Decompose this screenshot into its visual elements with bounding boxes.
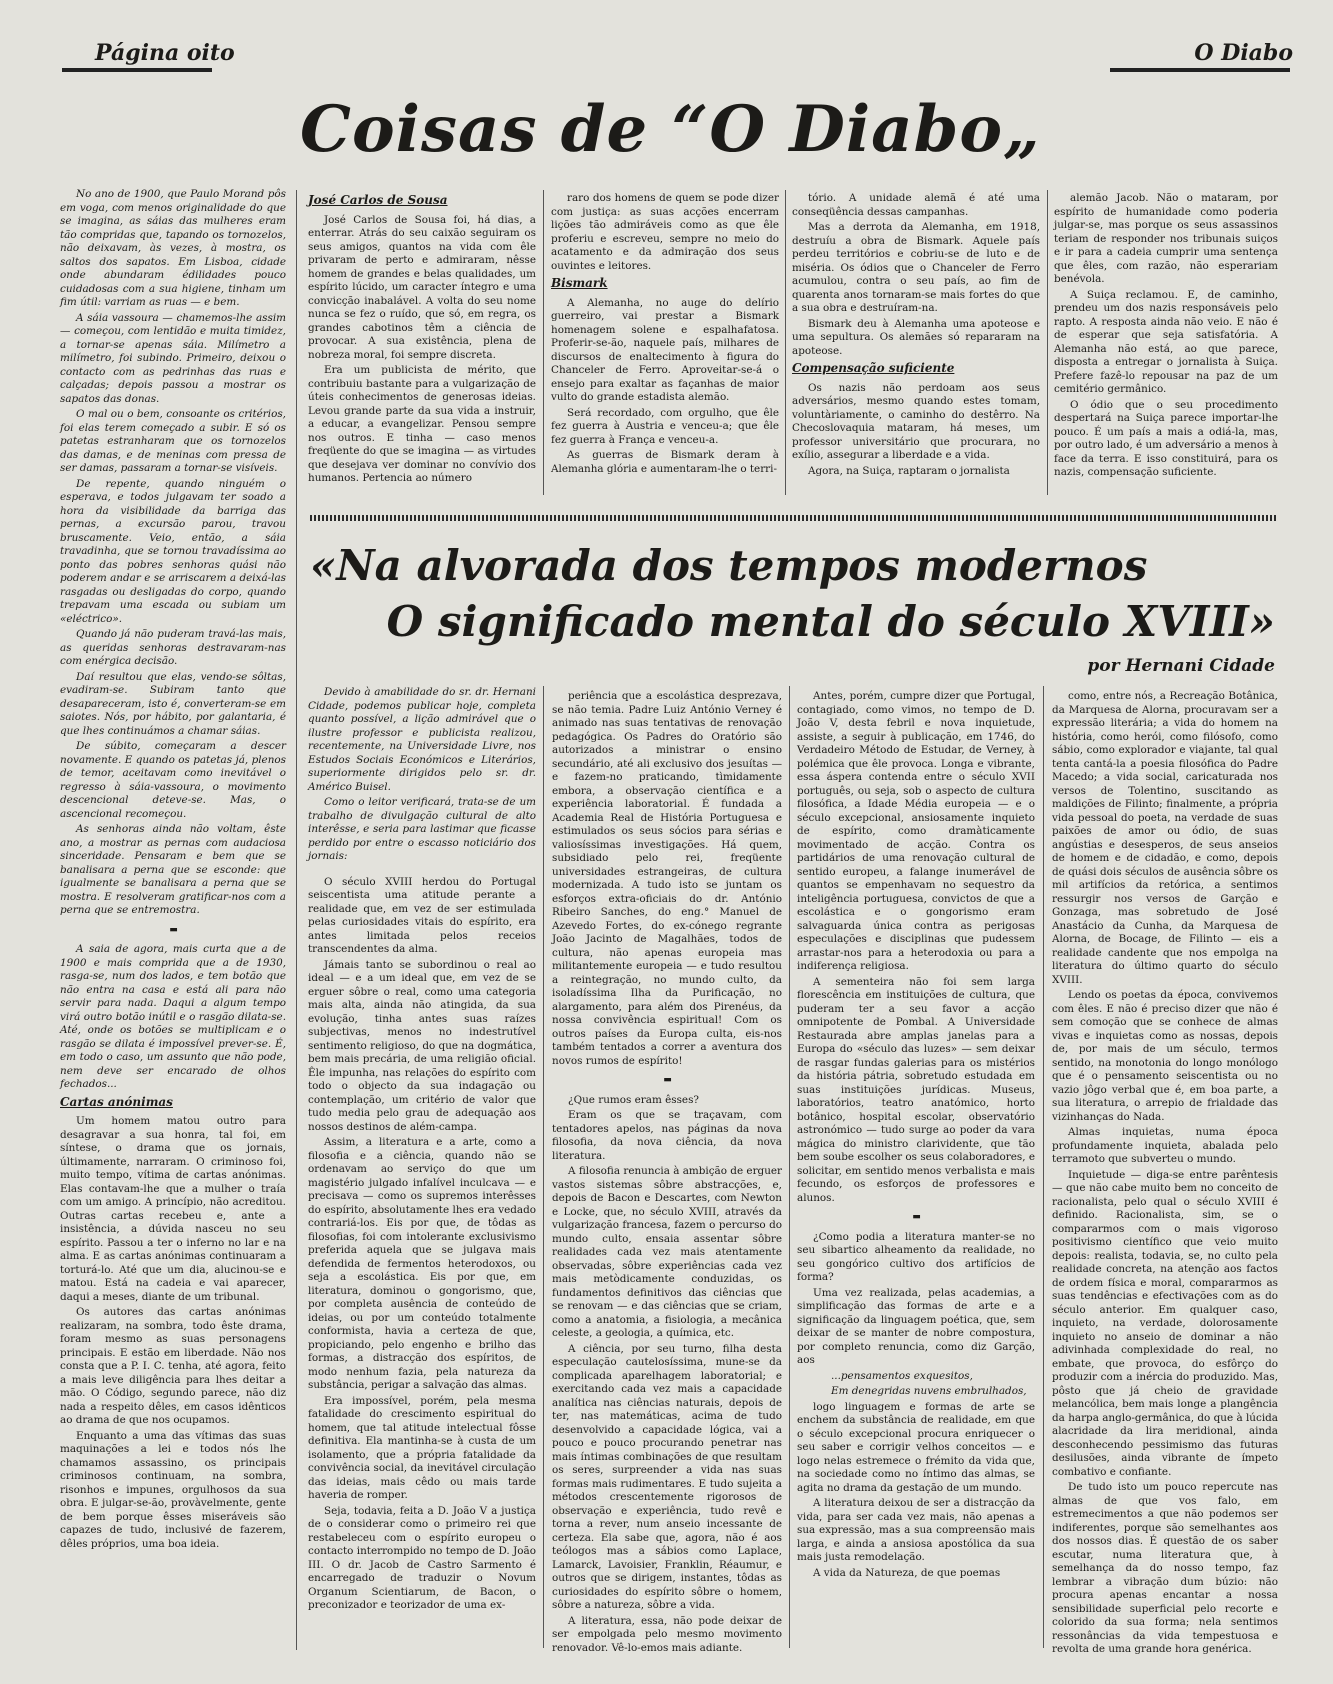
paragraph: O mal ou o bem, consoante os critérios, foi elas terem começado a subir. E só os patetas estranharam que os tornozelos das damas, e de meninas com pressa de ser damas, passaram a tornar-se visíveis. [60, 408, 286, 474]
section-divider: ▬ [912, 1212, 920, 1222]
title-line-2: O significado mental do século XVIII» [386, 597, 1275, 646]
intro-paragraph: Devido à amabilidade do sr. dr. Hernani Cidade, podemos publicar hoje, completa quanto possível, a lição admirável que o ilustre professor e publicista realizou, recentemente, na Universidade Livre, nos Estudos Sociais Económicos e Literários, superiormente dirigidos pelo sr. dr. Américo Buisel. [308, 686, 536, 793]
verse-line: ...pensamentos exquesitos, [831, 1369, 973, 1382]
paragraph: como, entre nós, a Recreação Botânica, da Marquesa de Alorna, procuravam ser a expressão literária; a vida do homem na história, como herói, como filósofo, como sábio, como explorador e viajante, tal qual tenta cantá-la a poesia filosófica do Padre Macedo; a vida social, caricaturada nos versos de Tolentino, suscitando as maldições de Filinto; finalmente, a própria vida pessoal do poeta, na verdade de suas paixões de amor ou ódio, de suas angústias e desesperos, de seus anseios de homem e de cidadão, e como, depois de quási dois séculos de ausência sôbre os mil artifícios da retórica, a sentimos ressurgir nos versos de Garção e Gonzaga, mas sobretudo de José Anastácio da Cunha, da Marquesa de Alorna, de Bocage, de Filinto — eis a realidade candente que nos empolga na literatura do último quarto do século XVIII. [1052, 690, 1278, 986]
top-article-title: Coisas de “O Diabo„ [300, 92, 1041, 167]
paragraph: Jámais tanto se subordinou o real ao ideal — e a um ideal que, em vez de se erguer sôbre o real, como uma categoria mais alta, ainda não atingida, da sua evolução, tinha antes suas raízes subjectivas, menos no indestrutível sentimento religioso, do que na dogmática, bem mais precária, de uma religião oficial. Êle impunha, nas relações do espírito com todo o objecto da sua indagação ou contemplação, um critério de valor que tudo media pelo grau de adequação aos nossos destinos de além-campa. [308, 958, 536, 1133]
masthead-header: O Diabo [1194, 40, 1293, 66]
column-rule [543, 190, 544, 495]
paragraph: Um homem matou outro para desagravar a sua honra, tal foi, em síntese, o drama que os jornais, últimamente, narraram. O criminoso foi, muito tempo, vítima de cartas anónimas. Elas contavam-lhe que a mulher o traía com um amigo. A princípio, não acreditou. Outras cartas recebeu e, ante a insistência, a dúvida nasceu no seu espírito. Passou a ter o inferno no lar e na alma. E as cartas anónimas continuaram a torturá-lo. Até que um dia, alucinou-se e matou. Está na cadeia e vai aparecer, daqui a meses, diante de um tribunal. [60, 1115, 286, 1303]
paragraph: Quando já não puderam travá-las mais, as queridas senhoras destravaram-nas com enérgica decisão. [60, 628, 286, 667]
verse-line: Em denegridas nuvens embrulhados, [831, 1385, 1027, 1397]
paragraph: O ódio que o seu procedimento despertará na Suiça parece importar-lhe pouco. É um país a mais a odiá-la, mas, por outro lado, é um adversário a menos à face da terra. E isso constituirá, para os nazis, compensação suficiente. [1054, 398, 1278, 478]
paragraph: A vida da Natureza, de que poemas [813, 1566, 1001, 1579]
paragraph: As guerras de Bismark deram à Alemanha glória e aumentaram-lhe o terri- [551, 449, 779, 475]
compensacao-heading: Compensação suficiente [792, 361, 955, 375]
paragraph: logo linguagem e formas de arte se enchem da substância de realidade, em que o século excepcional procura enriquecer o seu saber e corrigir velhos conceitos — e logo nelas estremece o frémito da vida que, na sociedade como no íntimo das almas, se agita no drama da gestação de um mundo. [797, 1400, 1035, 1494]
paragraph: A literatura deixou de ser a distracção da vida, para ser cada vez mais, não apenas a sua expressão, mas a sua compreensão mais larga, e ainda a ansiosa apostólica da sua mais justa remodelação. [797, 1497, 1035, 1563]
paragraph: José Carlos de Sousa foi, há dias, a enterrar. Atrás do seu caixão seguiram os seus amigos, quantos na vida com êle privaram de perto e admiraram, nêsse homem de grandes e belas qualidades, um espírito lúcido, um caracter íntegro e uma convicção inabalável. A volta do seu nome nunca se fez o ruído, que só, em regra, os grandes cabotinos têm a ciência de provocar. A sua existência, plena de nobreza moral, foi sempre discreta. [308, 213, 536, 361]
top-column-5 [1054, 192, 1278, 497]
paragraph: Seja, todavia, feita a D. João V a justiça de o considerar como o primeiro rei que restabeleceu com o espírito europeu o contacto interrompido no tempo de D. João III. O dr. Jacob de Castro Sarmento é encarregado de traduzir o Novum Organum Scientiarum, de Bacon, o preconizador e teorizador de uma ex- [308, 1504, 536, 1611]
column-rule [1043, 686, 1044, 1648]
bottom-article-title [300, 538, 1285, 650]
section-divider: ▬ [663, 1075, 671, 1085]
top-column-4 [792, 192, 1040, 497]
column-rule [785, 190, 786, 495]
bottom-column-a [308, 686, 536, 1648]
paragraph: As senhoras ainda não voltam, êste ano, a mostrar as pernas com audaciosa sinceridade. Pensaram e bem que se banalisara a perna que se esconde: que igualmente se banalisara a perna que se mostra. E resolveram gratificar-nos com a perna que se entremostra. [60, 823, 286, 916]
cartas-heading: Cartas anónimas [60, 1094, 173, 1109]
paragraph: tório. A unidade alemã é até uma conseqüência dessas campanhas. [792, 192, 1040, 218]
paragraph: Lendo os poetas da época, convivemos com êles. E não é preciso dizer que não é sem comoção que se conhece de almas vivas e inquietas como as nossas, depois de, por mais de um século, termos sentido, na monotonia do longo monólogo que é o pensamento seiscentista ou no vazio jôgo verbal que é, em boa parte, a sua literatura, o arrepio de frialdade das vizinhanças do Nada. [1052, 989, 1278, 1123]
paragraph: A literatura, essa, não pode deixar de ser empolgada pelo mesmo movimento renovador. Vê-lo-emos mais adiante. [552, 1614, 782, 1654]
column-rule [296, 190, 297, 1650]
section-separator [310, 515, 1278, 521]
paragraph: Uma vez realizada, pelas academias, a simplificação das formas de arte e a significação da linguagem poética, que, sem deixar de se manter de nobre compostura, por completo renuncia, como diz Garção, aos [797, 1286, 1035, 1366]
paragraph: Bismark deu à Alemanha uma apoteose e uma sepultura. Os alemães só repararam na apoteose. [792, 317, 1040, 357]
intro-paragraph: Como o leitor verificará, trata-se de um trabalho de divulgação cultural de alto interêsse, e seria para lastimar que ficasse perdido por entre o escasso noticiário dos jornais: [308, 796, 536, 862]
paragraph: A ciência, por seu turno, filha desta especulação cautelosíssima, mune-se da complicada aparelhagem laboratorial; e exercitando cada vez mais a capacidade analítica nas ciências naturais, depois de ter, nas matemáticas, acima de tudo desenvolvido a capacidade lógica, vai a pouco e pouco procurando penetrar nas mais íntimas combinações de que resultam os seres, surpreender a vida nas suas formas mais rudimentares. E tudo sujeita a métodos crescentemente rigorosos de observação e experiência, tudo revê e torna a rever, num anseio incessante de certeza. Ela sabe que, agora, não é aos teólogos mas a sábios como Laplace, Lamarck, Lavoisier, Franklin, Réaumur, e outros que se dirigem, instantes, tôdas as curiosidades do espírito sôbre o homem, sôbre a natureza, sôbre a vida. [552, 1342, 782, 1611]
page-number-header: Página oito [95, 40, 235, 66]
paragraph: A Suiça reclamou. E, de caminho, prendeu um dos nazis responsáveis pelo rapto. A resposta ainda não veio. E não é de esperar que seja satisfatória. A Alemanha não está, ao que parece, disposta a entregar o jornalista à Suiça. Prefere fazê-lo repousar na paz de um cemitério germânico. [1054, 288, 1278, 395]
left-column [60, 188, 286, 1648]
bottom-column-d [1052, 690, 1278, 1655]
paragraph: O século XVIII herdou do Portugal seiscentista uma atitude perante a realidade que, em vez de ser estimulada pelas curiosidades vitais do espírito, era antes limitada pelos receios transcendentes da alma. [308, 875, 536, 955]
paragraph: periência que a escolástica desprezava, se não temia. Padre Luiz António Verney é animado nas suas tentativas de renovação pedagógica. Os Padres do Oratório são autorizados a ministrar o ensino secundário, até ali exclusivo dos jesuítas — e fazem-no praticando, tìmidamente embora, a observação científica e a experiência laboratorial. É fundada a Academia Real de História Portuguesa e estimulados os seus sócios para sérias e valiosíssimas investigações. Há quem, subsidiado pelo rei, freqüente universidades estrangeiras, de cultura modernizada. A tudo isto se juntam os esforços extra-oficiais do dr. António Ribeiro Sanches, do eng.° Manuel de Azevedo Fortes, do ex-cónego regrante João Jacinto de Magalhães, todos de cultura, não apenas europeia mas militantemente europeia — e tudo resultou a reintegração, no mundo culto, da isoladíssima Ilha da Purificação, no alargamento, para além dos Pirenéus, da nossa convivência espiritual! Com os outros países da Europa culta, eis-nos também tentados a correr a aventura dos novos rumos de espírito! [552, 690, 782, 1067]
paragraph: Assim, a literatura e a arte, como a filosofia e a ciência, quando não se ordenavam ao serviço do que um magistério julgado infalível inculcava — e precisava — como os supremos interêsses do espírito, absolutamente lhes era vedado contrariá-los. Eis por que, de tôdas as filosofias, foi com intolerante exclusivismo preferida aquela que se julgava mais defendida de fermentos heterodoxos, ou seja a escolástica. Eis por que, em literatura, dominou o gongorismo, que, por completa ausência de conteúdo de ideias, ou por um conteúdo totalmente conformista, havia a certeza de que, propiciando, pelo engenho e brilho das formas, a distracção dos espíritos, de modo nenhum fazia, pela natureza da substância, perigar a salvação das almas. [308, 1136, 536, 1391]
paragraph: ¿Que rumos eram êsses? [568, 1093, 699, 1106]
paragraph: Os autores das cartas anónimas realizaram, na sombra, todo êste drama, foram mesmo as suas personagens principais. E estão em liberdade. Não nos consta que a P. I. C. tenha, até agora, feito a mais leve diligência para lhes deitar a mão. O Código, segundo parece, não diz nada a respeito dêles, em casos idênticos ao drama de que nos ocupamos. [60, 1306, 286, 1426]
title-line-1: «Na alvorada dos tempos modernos [310, 541, 1148, 590]
paragraph: A saia de agora, mais curta que a de 1900 e mais comprida que a de 1930, rasga-se, num dos lados, e tem botão que não entra na casa e está ali para não servir para nada. Daqui a algum tempo virá outro botão inútil e o rasgão dilata-se. Até, onde os botões se multiplicam e o rasgão se dilata é impossível prever-se. É, em todo o caso, um assunto que não pode, nem deve ser encarado de olhos fechados... [60, 943, 286, 1090]
paragraph: De repente, quando ninguém o esperava, e todos julgavam ter soado a hora da visibilidade da barriga das pernas, a excursão parou, travou bruscamente. Veio, então, a sáia travadinha, que se tornou travadíssima ao ponto das pobres senhoras quási não poderem andar e se arriscarem a deixá-las rasgadas ou desligadas do corpo, quando trepavam uma escada ou subiam um «eléctrico». [60, 477, 286, 625]
column-rule [543, 686, 544, 1648]
paragraph: A filosofia renuncia à ambição de erguer vastos sistemas sôbre abstracções, e, depois de Bacon e Descartes, com Newton e Locke, que, no século XVIII, através da vulgarização francesa, fazem o percurso do mundo culto, ensaia assentar sôbre realidades cada vez mais atentamente observadas, sôbre experiências cada vez mais metòdicamente conduzidas, os fundamentos definitivos das ciências que se renovam — e das ciências que se criam, como a anatomia, a fisiologia, a mecânica celeste, a geologia, a química, etc. [552, 1165, 782, 1339]
paragraph: Antes, porém, cumpre dizer que Portugal, contagiado, como vimos, no tempo de D. João V, desta febril e nova inquietude, assiste, a seguir à publicação, em 1746, do Verdadeiro Método de Estudar, de Verney, à polémica que êle provoca. Longa e vibrante, essa áspera contenda entre o século XVII português, ou seja, sob o aspecto de cultura filosófica, a Idade Média europeia — e o século excepcional, ansiosamente inquieto de espírito, como dramàticamente movimentado de acção. Contra os partidários de uma renovação cultural de sentido europeu, a falange inumerável de quantos se empenhavam no sequestro da inteligência portuguesa, convictos de que a escolástica e o gongorismo eram salvaguarda única contra as perigosas especulações e disciplinas que pudessem arrastar-nos para a heterodoxia ou para a indiferença religiosa. [797, 690, 1035, 972]
paragraph: alemão Jacob. Não o mataram, por espírito de humanidade como poderia julgar-se, mas porque os seus assassinos teriam de responder nos tribunais suiços e ir para a cadeia cumprir uma sentença que êles, com razão, não esperariam benévola. [1054, 192, 1278, 285]
paragraph: Eram os que se traçavam, com tentadores apelos, nas páginas da nova filosofia, da nova ciência, da nova literatura. [552, 1109, 782, 1162]
paragraph: Enquanto a uma das vítimas das suas maquinações a lei e todos nós lhe chamamos assassino, os principais criminosos continuam, na sombra, risonhos e impunes, orgulhosos da sua obra. E julgar-se-ão, provàvelmente, gente de bem porque êsses miseráveis são capazes de tudo, inclusivé de fazerem, dêles próprios, uma boa ideia. [60, 1429, 286, 1550]
paragraph: No ano de 1900, que Paulo Morand pôs em voga, com menos originalidade do que se imagina, as sáias das mulheres eram tão compridas que, tapando os tornozelos, não deixavam, às vezes, à mostra, os saltos dos sapatos. Em Lisboa, cidade onde abundaram édilidades pouco cuidadosas com a sua higiene, tinham um fim útil: varriam as ruas — e bem. [60, 188, 286, 308]
paragraph: Era impossível, porém, pela mesma fatalidade do crescimento espiritual do homem, que tal atitude intelectual fôsse definitiva. Ela mantinha-se à custa de um isolamento, que a própria fatalidade da convivência social, da inevitável circulação das ideias, mais cêdo ou mais tarde haveria de romper. [308, 1394, 536, 1501]
paragraph: Era um publicista de mérito, que contribuiu bastante para a vulgarização de úteis conhecimentos de generosas ideias. Levou grande parte da sua vida a instruir, a educar, a evangelizar. Pensou sempre nos outros. E tinha — caso menos freqüente do que se imagina — as virtudes que desejava ver dominar no convívio dos humanos. Pertencia ao número [308, 364, 536, 484]
bottom-column-b [552, 690, 782, 1654]
paragraph: A Alemanha, no auge do delírio guerreiro, vai prestar a Bismark homenagem solene e espalhafatosa. Proferir-se-ão, naquele país, milhares de discursos de enaltecimento à figura do Chanceler de Ferro. Aproveitar-se-á o ensejo para exaltar as façanhas de maior vulto do grande estadista alemão. [551, 296, 779, 403]
header-rule-left [62, 68, 212, 72]
bismark-heading: Bismark [551, 276, 608, 290]
paragraph: ¿Como podia a literatura manter-se no seu sibartico alheamento da realidade, no seu gongórico cultivo dos artifícios de forma? [797, 1230, 1035, 1283]
paragraph: De súbito, começaram a descer novamente. E quando os patetas já, plenos de temor, aceitavam como inevitável o regresso à sáia-vassoura, o movimento descencional deteve-se. Mas, o ascencional recomeçou. [60, 740, 286, 820]
paragraph: De tudo isto um pouco repercute nas almas de que vos falo, em estremecimentos a que não podemos ser indiferentes, porque são semelhantes aos dos nossos dias. É questão de os saber escutar, numa literatura que, à semelhança da do nosso tempo, faz lembrar a vibração dum búzio: não procura apenas encantar a nossa sensibilidade superficial pelo recorte e colorido da sua forma; nela sentimos ressonâncias da vida tempestuosa e revolta de uma grande hora genérica. [1052, 1481, 1278, 1655]
column-rule [1047, 190, 1048, 495]
header-rule-right [1110, 68, 1290, 72]
top-column-3 [551, 192, 779, 497]
paragraph: A sementeira não foi sem larga florescência em instituições de cultura, que puderam ter a seu favor a acção omnipotente de Pombal. A Universidade Restaurada abre amplas janelas para a Europa do «século das luzes» — sem deixar de rasgar fundas galerias para os mistérios da história pátria, sobretudo estudada em suas instituições jurídicas. Museus, laboratórios, teatro anatómico, horto botânico, hospital escolar, observatório astronómico — tudo surge ao poder da vara mágica do ministro clarividente, que tão bem soube escolher os seus colaboradores, e solicitar, em sentido menos verbalista e mais fecundo, os esforços de professores e alunos. [797, 975, 1035, 1204]
jose-carlos-heading: José Carlos de Sousa [308, 193, 448, 207]
column-rule [789, 686, 790, 1648]
paragraph: raro dos homens de quem se pode dizer com justiça: as suas acções encerram lições tão admiráveis como as que êle proferiu e escreveu, sempre no meio do acatamento e da admiração dos seus ouvintes e leitores. [551, 192, 779, 272]
paragraph: Será recordado, com orgulho, que êle fez guerra à Austria e venceu-a; que êle fez guerra à França e venceu-a. [551, 406, 779, 446]
paragraph: Almas inquietas, numa época profundamente inquieta, abalada pelo terramoto que subverteu o mundo. [1052, 1126, 1278, 1165]
paragraph: Mas a derrota da Alemanha, em 1918, destruíu a obra de Bismark. Aquele país perdeu territórios e cobriu-se de luto e de miséria. Os ódios que o Chanceler de Ferro acumulou, contra o seu país, ao fim de quarenta anos tornaram-se mais fortes do que a sua obra e destruíram-na. [792, 221, 1040, 314]
paragraph: Daí resultou que elas, vendo-se sôltas, evadiram-se. Subiram tanto que desapareceram, isto é, converteram-se em saiotes. Nós, por hábito, por galantaria, é que lhes continuámos a chamar sáias. [60, 670, 286, 737]
top-column-2 [308, 190, 536, 495]
paragraph: A sáia vassoura — chamemos-lhe assim — começou, com lentidão e muita timidez, a tornar-se apenas sáia. Milímetro a milímetro, foi subindo. Primeiro, deixou o contacto com as pedrinhas das ruas e calçadas; depois passou a mostrar os sapatos das donas. [60, 311, 286, 405]
byline: por Hernani Cidade [1087, 656, 1275, 676]
paragraph: Inquietude — diga-se entre parêntesis — que não cabe muito bem no conceito de racionalista, pelo qual o século XVIII é definido. Racionalista, sim, se o compararmos com o mais vigoroso positivismo científico que veio muito depois: realista, todavia, se, no culto pela realidade concreta, na atenção aos factos de ordem física e moral, compararmos as suas tendências e efectivações com as do século anterior. Em qualquer caso, inquieto, na verdade, dolorosamente inquieto no anseio de dominar a não adivinhada complexidade do real, no embate, que provoca, do esfôrço do produzir com a inércia do produzido. Mas, pôsto que já cheio de gravidade melancólica, bem mais longe a plangência da harpa anglo-germânica, do que à lúcida alacridade da lira meridional, ainda desconhecendo pessimismo das futuras desilusões, ainda vibrante de ímpeto combativo e confiante. [1052, 1168, 1278, 1478]
paragraph: Os nazis não perdoam aos seus adversários, mesmo quando estes tomam, voluntàriamente, o caminho do destêrro. Na Checoslovaquia mataram, há meses, um professor universitário que procurara, no exílio, assegurar a liberdade e a vida. [792, 381, 1040, 461]
bottom-column-c [797, 690, 1035, 1648]
skirts-story [60, 188, 286, 1092]
paragraph: Agora, na Suiça, raptaram o jornalista [808, 464, 1010, 477]
section-divider: ▬ [169, 924, 177, 935]
